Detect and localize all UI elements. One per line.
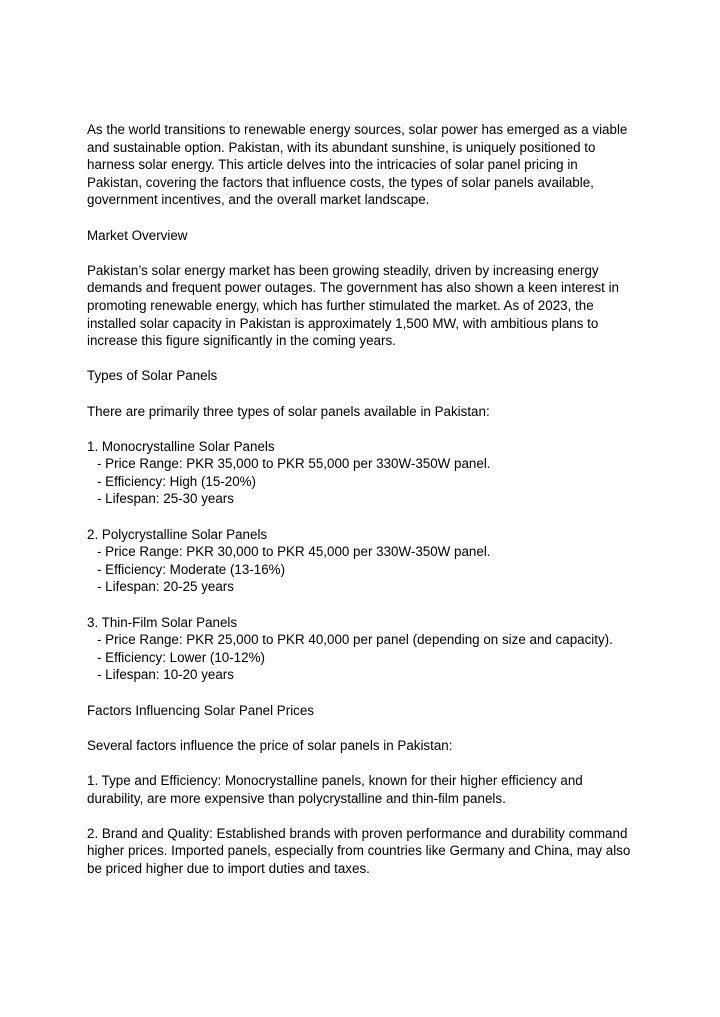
factor-item-type-efficiency bbox=[87, 772, 647, 807]
panel-item-monocrystalline bbox=[87, 438, 647, 508]
text-line: higher prices. Imported panels, especially from countries like Germany and China, may also bbox=[87, 843, 631, 859]
panel-price: - Price Range: PKR 25,000 to PKR 40,000 per panel (depending on size and capacity). bbox=[97, 632, 613, 648]
types-intro: There are primarily three types of solar panels available in Pakistan: bbox=[87, 403, 490, 419]
text-line: durability, are more expensive than polycrystalline and thin-film panels. bbox=[87, 790, 506, 806]
panel-lifespan: - Lifespan: 10-20 years bbox=[97, 667, 234, 683]
text-line: promoting renewable energy, which has further stimulated the market. As of 2023, the bbox=[87, 297, 594, 313]
text-line: 2. Brand and Quality: Established brands with proven performance and durability command bbox=[87, 825, 628, 841]
panel-efficiency: - Efficiency: Moderate (13-16%) bbox=[97, 561, 286, 577]
panel-lifespan: - Lifespan: 25-30 years bbox=[97, 491, 234, 507]
panel-price: - Price Range: PKR 30,000 to PKR 45,000 per 330W-350W panel. bbox=[97, 544, 491, 560]
panel-efficiency: - Efficiency: Lower (10-12%) bbox=[97, 649, 265, 665]
panel-efficiency: - Efficiency: High (15-20%) bbox=[97, 473, 257, 489]
panel-title: 3. Thin-Film Solar Panels bbox=[87, 614, 238, 630]
text-line: installed solar capacity in Pakistan is approximately 1,500 MW, with ambitious plans to bbox=[87, 315, 599, 331]
text-line: As the world transitions to renewable energy sources, solar power has emerged as a viable bbox=[87, 122, 628, 137]
section-heading-factors: Factors Influencing Solar Panel Prices bbox=[87, 702, 315, 718]
text-line: be priced higher due to import duties and taxes. bbox=[87, 860, 370, 876]
text-line: and sustainable option. Pakistan, with its abundant sunshine, is uniquely positioned to bbox=[87, 139, 596, 155]
panel-lifespan: - Lifespan: 20-25 years bbox=[97, 579, 234, 595]
panel-price: - Price Range: PKR 35,000 to PKR 55,000 per 330W-350W panel. bbox=[97, 456, 491, 472]
section-heading-types: Types of Solar Panels bbox=[87, 368, 218, 384]
panel-title: 1. Monocrystalline Solar Panels bbox=[87, 438, 275, 454]
text-line: Pakistan’s solar energy market has been growing steadily, driven by increasing energy bbox=[87, 262, 599, 278]
text-line: demands and frequent power outages. The government has also shown a keen interest in bbox=[87, 280, 619, 296]
section-heading-market: Market Overview bbox=[87, 227, 188, 243]
factors-intro: Several factors influence the price of solar panels in Pakistan: bbox=[87, 737, 453, 753]
text-line: government incentives, and the overall market landscape. bbox=[87, 192, 430, 208]
panel-item-thin-film bbox=[87, 614, 647, 684]
factor-item-brand-quality bbox=[87, 825, 647, 878]
market-paragraph bbox=[87, 262, 647, 350]
text-line: harness solar energy. This article delves into the intricacies of solar panel pricing in bbox=[87, 157, 578, 173]
intro-paragraph bbox=[87, 121, 647, 209]
text-line: Pakistan, covering the factors that influence costs, the types of solar panels available, bbox=[87, 174, 594, 190]
document-body bbox=[87, 121, 647, 878]
panel-title: 2. Polycrystalline Solar Panels bbox=[87, 526, 268, 542]
text-line: increase this figure significantly in the coming years. bbox=[87, 333, 396, 349]
text-line: 1. Type and Efficiency: Monocrystalline panels, known for their higher efficiency and bbox=[87, 772, 583, 788]
panel-item-polycrystalline bbox=[87, 526, 647, 596]
